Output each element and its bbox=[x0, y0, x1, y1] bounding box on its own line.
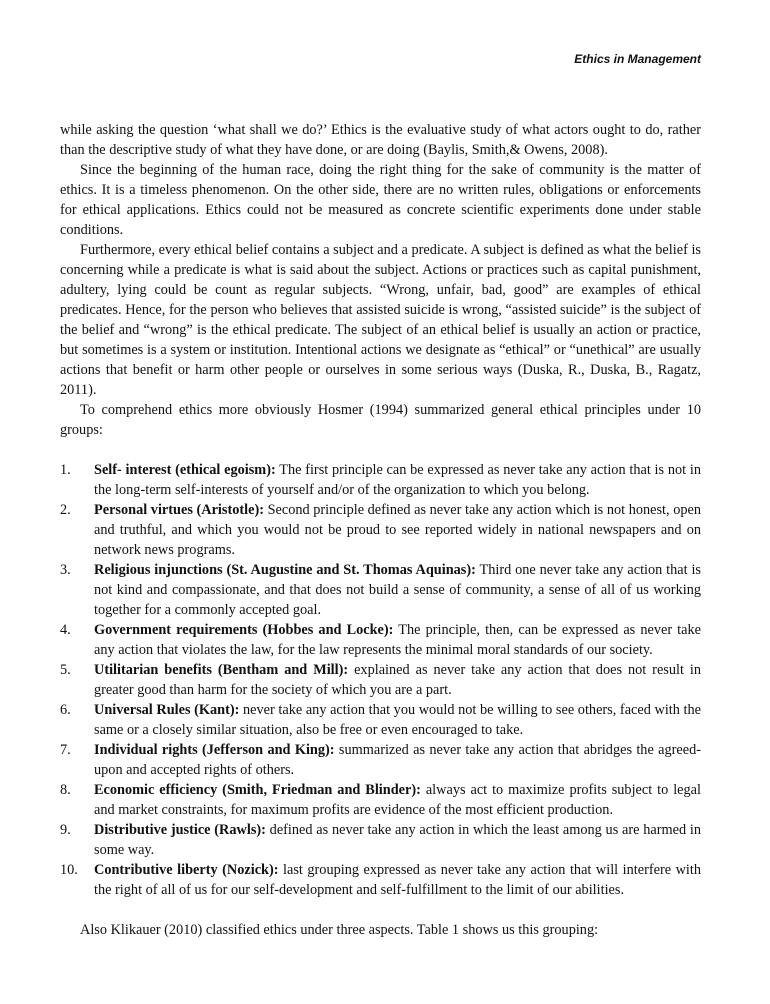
principle-text: The principle, then, can be expressed as never take any action that violates the law, for the law represents the minimal moral standards of our society. bbox=[94, 622, 701, 658]
principle-number: 3. bbox=[60, 562, 71, 578]
principle-title: Distributive justice (Rawls): bbox=[94, 822, 266, 838]
paragraph-hosmer-intro: To comprehend ethics more obviously Hosmer (1994) summarized general ethical principles under 10 groups: bbox=[60, 402, 701, 438]
principle-title: Utilitarian benefits (Bentham and Mill): bbox=[94, 662, 349, 678]
principle-text: explained as never take any action that does not result in greater good than harm for the society of which you are a part. bbox=[94, 662, 702, 698]
principle-item bbox=[60, 820, 701, 860]
ethical-principles-list bbox=[60, 460, 701, 900]
principle-number: 10. bbox=[60, 862, 78, 878]
principle-title: Government requirements (Hobbes and Locke): bbox=[94, 622, 394, 638]
running-header: Ethics in Management bbox=[574, 52, 701, 66]
principle-item bbox=[60, 780, 701, 820]
paragraph-klikauer: Also Klikauer (2010) classified ethics under three aspects. Table 1 shows us this grouping: bbox=[80, 922, 599, 938]
principle-item bbox=[60, 860, 701, 900]
paragraph-continuation: while asking the question ‘what shall we do?’ Ethics is the evaluative study of what actors ought to do, rather than the descriptive study of what they have done, or are doing (Baylis, Smith,& Owens, 2008). bbox=[60, 122, 701, 158]
principle-title: Religious injunctions (St. Augustine and St. Thomas Aquinas): bbox=[94, 562, 476, 578]
principle-number: 9. bbox=[60, 822, 71, 838]
principle-number: 6. bbox=[60, 702, 71, 718]
paragraph-community: Since the beginning of the human race, doing the right thing for the sake of community is the matter of ethics. It is a timeless phenomenon. On the other side, there are no written rules, obligations or enforcements for ethical applications. Ethics could not be measured as concrete scientific experiments done under stable conditions. bbox=[60, 162, 701, 238]
principle-text: always act to maximize profits subject to legal and market constraints, for maximum profits are evidence of the most efficient production. bbox=[94, 782, 701, 818]
principle-item bbox=[60, 660, 701, 700]
principle-item bbox=[60, 460, 701, 500]
principle-text: last grouping expressed as never take any action that will interfere with the right of all of us for our self-development and self-fulfillment to the limit of our abilities. bbox=[94, 862, 701, 898]
principle-text: summarized as never take any action that abridges the agreed-upon and accepted rights of others. bbox=[94, 742, 701, 778]
principle-item bbox=[60, 700, 701, 740]
principle-number: 1. bbox=[60, 462, 71, 478]
principle-item bbox=[60, 500, 701, 560]
principle-title: Contributive liberty (Nozick): bbox=[94, 862, 279, 878]
principle-item bbox=[60, 620, 701, 660]
principle-number: 8. bbox=[60, 782, 71, 798]
page-body bbox=[60, 120, 701, 940]
principle-text: never take any action that you would not be willing to see others, faced with the same or a closely similar situation, also be free or even encouraged to take. bbox=[94, 702, 701, 738]
principle-title: Self- interest (ethical egoism): bbox=[94, 462, 276, 478]
paragraph-subject-predicate: Furthermore, every ethical belief contains a subject and a predicate. A subject is defined as what the belief is concerning while a predicate is what is said about the subject. Actions or practices such as capital punishment, adultery, lying could be count as regular subjects. “Wrong, unfair, bad, good” are examples of ethical predicates. Hence, for the person who believes that assisted suicide is wrong, “assisted suicide” is the subject of the belief and “wrong” is the ethical predicate. The subject of an ethical belief is usually an action or practice, but sometimes is a system or institution. Intentional actions we designate as “ethical” or “unethical” are usually actions that benefit or harm other people or ourselves in some serious ways (Duska, R., Duska, B., Ragatz, 2011). bbox=[60, 242, 701, 398]
principle-item bbox=[60, 560, 701, 620]
principle-number: 7. bbox=[60, 742, 71, 758]
principle-text: The first principle can be expressed as never take any action that is not in the long-term self-interests of yourself and/or of the organization to which you belong. bbox=[94, 462, 701, 498]
principle-title: Economic efficiency (Smith, Friedman and Blinder): bbox=[94, 782, 421, 798]
principle-title: Personal virtues (Aristotle): bbox=[94, 502, 264, 518]
principle-title: Universal Rules (Kant): bbox=[94, 702, 240, 718]
principle-number: 2. bbox=[60, 502, 71, 518]
principle-number: 4. bbox=[60, 622, 71, 638]
principle-number: 5. bbox=[60, 662, 71, 678]
principle-title: Individual rights (Jefferson and King): bbox=[94, 742, 335, 758]
principle-text: Third one never take any action that is not kind and compassionate, and that does not build a sense of community, a sense of all of us working together for a commonly accepted goal. bbox=[94, 562, 701, 618]
principle-item bbox=[60, 740, 701, 780]
principle-text: Second principle defined as never take any action which is not honest, open and truthful, and which you would not be proud to see reported widely in national newspapers and on network news programs. bbox=[94, 502, 701, 558]
principle-text: defined as never take any action in which the least among us are harmed in some way. bbox=[94, 822, 701, 858]
